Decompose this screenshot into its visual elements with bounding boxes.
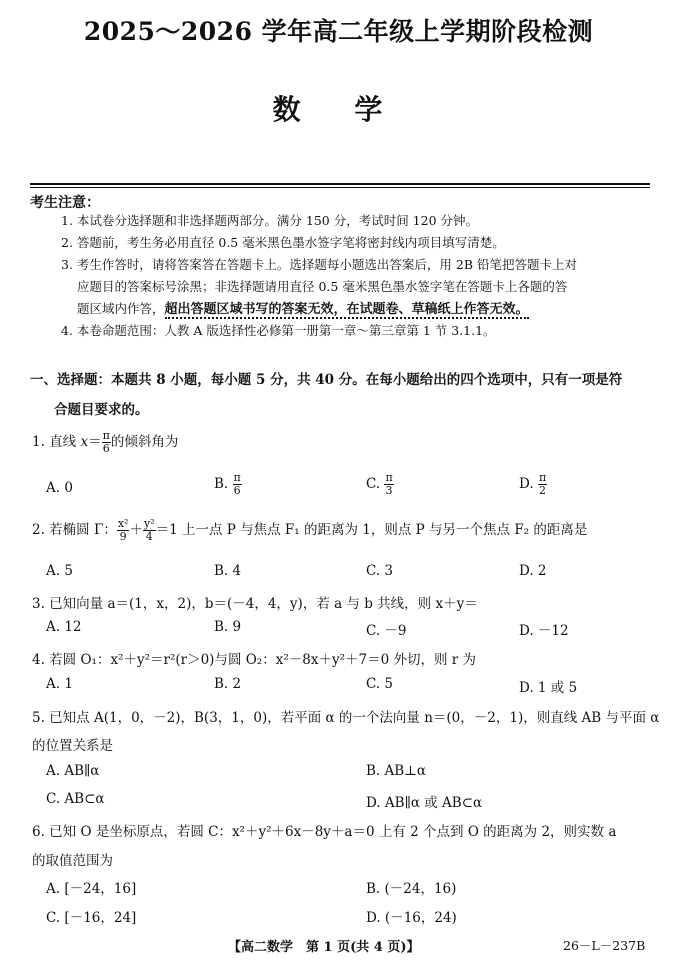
q1-d-den: 2 <box>539 484 547 497</box>
notice-item-3-cont2 <box>77 298 651 321</box>
q1-c-label: C. <box>366 476 381 492</box>
q1-stem-a: 1. 直线 <box>32 434 81 450</box>
q1-c-den: 3 <box>385 484 393 497</box>
subject-title: 数 学 <box>272 93 405 126</box>
notice-item-3-tail: 题区域内作答， <box>77 301 165 316</box>
notice-heading: 考生注意： <box>30 195 100 211</box>
q2-stem-b: ＝1 上一点 P 与焦点 F₁ 的距离为 1，则点 P 与另一个焦点 F₂ 的距离是 <box>155 522 588 538</box>
q1-b-label: B. <box>214 476 229 492</box>
notice-item-2: 2. 答题前，考生务必用直径 0.5 毫米黑色墨水签字笔将密封线内项目填写清楚。 <box>61 235 505 250</box>
q2-option-b: B. 4 <box>214 563 242 579</box>
q3-option-a: A. 12 <box>46 619 82 635</box>
section-heading-cont: 合题目要求的。 <box>54 402 149 418</box>
q6-option-b: B. (－24，16) <box>366 881 457 897</box>
exam-title: 2025～2026 学年高二年级上学期阶段检测 <box>83 17 594 46</box>
notice-item-4: 4. 本卷命题范围：人教 A 版选择性必修第一册第一章～第三章第 1 节 3.1.1。 <box>61 323 496 338</box>
q6-option-c: C. [－16，24] <box>46 910 137 926</box>
q2-four: 4 <box>145 530 153 543</box>
notice-item-3-cont: 应题目的答案标号涂黑；非选择题请用直径 0.5 毫米黑色墨水签字笔在答题卡上各题的答 <box>77 279 568 294</box>
q4-option-a: A. 1 <box>46 676 73 692</box>
q4-option-c: C. 5 <box>366 676 394 692</box>
q2-nine: 9 <box>119 530 127 543</box>
question-1 <box>32 430 178 455</box>
q5-option-c: C. AB⊂α <box>46 791 105 807</box>
notice-emphasis: 超出答题区域书写的答案无效，在试题卷、草稿纸上作答无效。 <box>164 302 529 317</box>
q6-option-a: A. [－24，16] <box>46 881 137 897</box>
page-footer: 【高二数学 第 1 页(共 4 页)】 <box>228 940 420 955</box>
q1-c-num: π <box>385 471 393 484</box>
q1-b-num: π <box>233 471 241 484</box>
question-5-cont: 的位置关系是 <box>32 738 113 754</box>
q2-option-a: A. 5 <box>46 563 73 579</box>
divider-thin <box>30 187 650 188</box>
q1-stem-c: 的倾斜角为 <box>110 434 179 450</box>
question-6: 6. 已知 O 是坐标原点，若圆 C：x²＋y²＋6x－8y＋a＝0 上有 2 个点到 O 的距离为 2，则实数 a <box>32 824 617 840</box>
q1-var: x <box>80 434 89 450</box>
q5-option-a: A. AB∥α <box>46 763 100 779</box>
q3-option-b: B. 9 <box>214 619 242 635</box>
question-3: 3. 已知向量 a＝(1，x，2)，b＝(－4，4，y)，若 a 与 b 共线，则 x＋y＝ <box>32 596 478 612</box>
q2-y2: y² <box>143 517 155 530</box>
notice-item-3: 3. 考生作答时，请将答案答在答题卡上。选择题每小题选出答案后，用 2B 铅笔把答题卡上对 <box>61 257 577 272</box>
q1-d-num: π <box>538 471 547 484</box>
q3-option-c: C. －9 <box>366 623 407 639</box>
question-6-cont: 的取值范围为 <box>32 853 113 869</box>
q2-x2: x² <box>117 517 129 530</box>
q2-option-d: D. 2 <box>519 563 547 579</box>
q2-stem-a: 2. 若椭圆 Γ： <box>32 522 117 538</box>
q1-fraction <box>102 430 111 455</box>
q1-b-den: 6 <box>233 484 241 497</box>
question-2 <box>32 518 587 543</box>
q2-option-c: C. 3 <box>366 563 394 579</box>
notice-item-1: 1. 本试卷分选择题和非选择题两部分。满分 150 分，考试时间 120 分钟。 <box>61 213 479 228</box>
q1-option-b <box>214 472 242 497</box>
q1-option-c <box>366 472 394 497</box>
q2-plus: ＋ <box>129 522 143 538</box>
q4-option-b: B. 2 <box>214 676 242 692</box>
q1-d-frac <box>538 472 547 497</box>
q1-b-frac <box>233 472 242 497</box>
q1-d-label: D. <box>519 476 534 492</box>
q4-option-d: D. 1 或 5 <box>519 680 578 696</box>
q1-frac-den: 6 <box>102 442 110 455</box>
q1-eq: ＝ <box>88 434 102 450</box>
question-4: 4. 若圆 O₁：x²＋y²＝r²(r＞0)与圆 O₂：x²－8x＋y²＋7＝0 外切，则 r 为 <box>32 652 476 668</box>
q2-frac-x <box>117 518 130 543</box>
q1-option-d <box>519 472 547 497</box>
q5-option-b: B. AB⊥α <box>366 763 426 779</box>
question-5: 5. 已知点 A(1，0，－2)，B(3，1，0)，若平面 α 的一个法向量 n＝(0，－2，1)，则直线 AB 与平面 α <box>32 710 660 726</box>
q1-option-a: A. 0 <box>46 480 73 496</box>
q2-frac-y <box>143 518 156 543</box>
exam-code: 26－L－237B <box>563 938 646 953</box>
q1-c-frac <box>384 472 393 497</box>
q5-option-d: D. AB∥α 或 AB⊂α <box>366 795 483 811</box>
q3-option-d: D. －12 <box>519 623 569 639</box>
divider-thick <box>30 183 650 185</box>
q1-frac-num: π <box>102 429 110 442</box>
section-heading: 一、选择题：本题共 8 小题，每小题 5 分，共 40 分。在每小题给出的四个选项中，只有一项是符 <box>30 372 623 388</box>
q6-option-d: D. (－16，24) <box>366 910 457 926</box>
